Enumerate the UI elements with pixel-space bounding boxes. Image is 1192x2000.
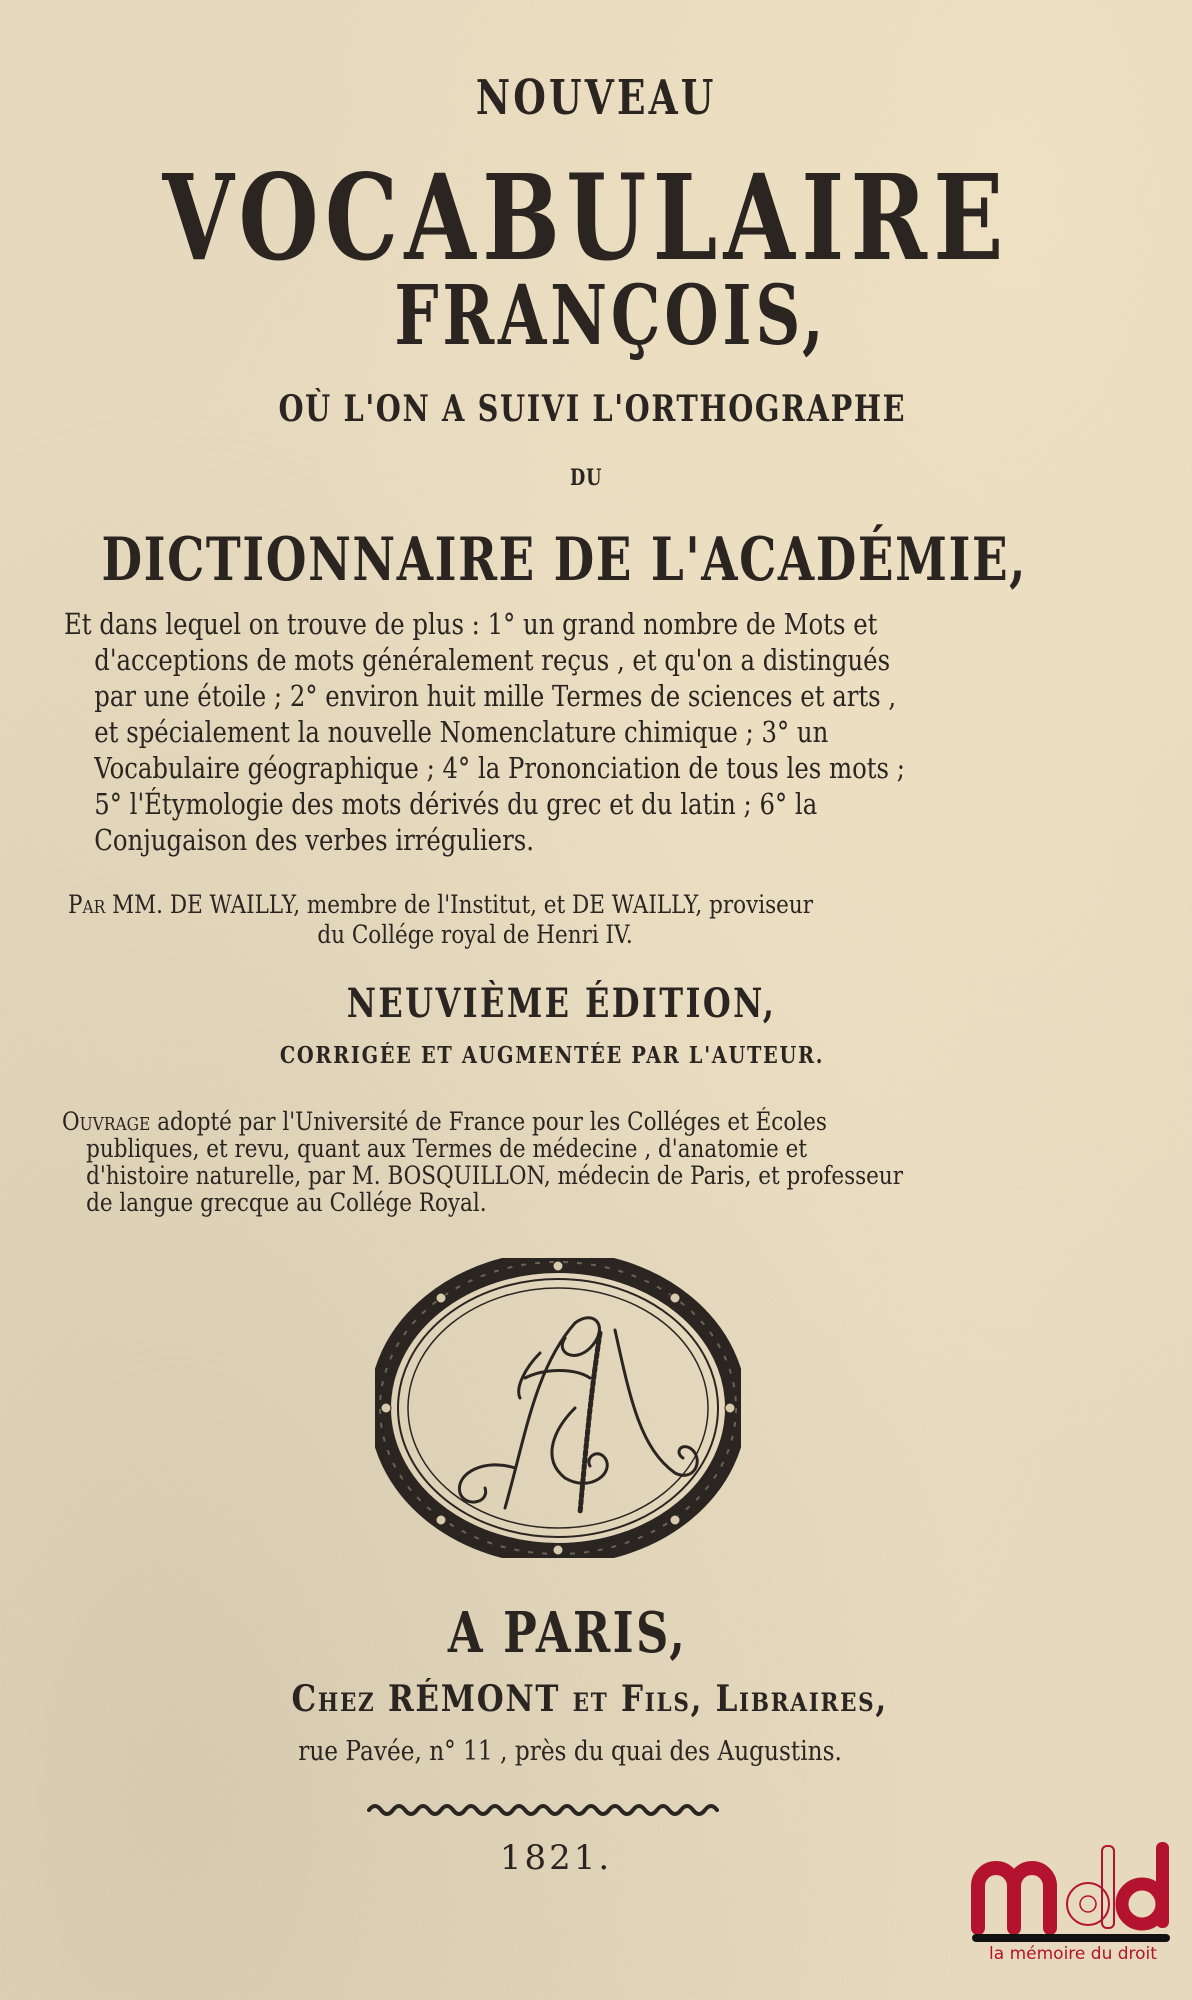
adoption-line: d'histoire naturelle, par M. BOSQUILLON, médecin de Paris, et professeur <box>86 1161 904 1190</box>
mdd-tagline: la mémoire du droit <box>989 1944 1157 1964</box>
subtitle-du: DU <box>569 465 603 491</box>
authors-line: Par MM. DE WAILLY, membre de l'Institut, et DE WAILLY, proviseur <box>68 890 813 919</box>
edition-heading: NEUVIÈME ÉDITION, <box>346 980 776 1027</box>
description-line: Vocabulaire géographique ; 4° la Prononciation de tous les mots ; <box>94 751 905 785</box>
adoption-line: publiques, et revu, quant aux Termes de médecine , d'anatomie et <box>86 1134 807 1163</box>
imprint-city: A PARIS, <box>448 1600 688 1666</box>
description-line: et spécialement la nouvelle Nomenclature chimique ; 3° un <box>94 715 829 749</box>
title-francois: FRANÇOIS, <box>394 268 828 364</box>
imprint-year: 1821. <box>499 1838 613 1878</box>
authors-line: du Collége royal de Henri IV. <box>317 920 633 949</box>
adoption-line: de langue grecque au Collége Royal. <box>86 1188 487 1217</box>
authors-prefix: Par <box>68 890 106 919</box>
monogram-emblem-icon <box>375 1258 741 1558</box>
description-line: Conjugaison des verbes irréguliers. <box>94 823 534 857</box>
subtitle-orthographe: OÙ L'ON A SUIVI L'ORTHOGRAPHE <box>278 388 906 430</box>
edition-note: CORRIGÉE ET AUGMENTÉE PAR L'AUTEUR. <box>279 1042 825 1069</box>
adoption-line: Ouvrage adopté par l'Université de France pour les Colléges et Écoles <box>62 1107 827 1136</box>
imprint-publisher: Chez RÉMONT et Fils, Libraires, <box>291 1678 889 1720</box>
mdd-logo-icon <box>970 1838 1176 1934</box>
description-line: par une étoile ; 2° environ huit mille Termes de sciences et arts , <box>94 679 897 713</box>
description-line: d'acceptions de mots généralement reçus , et qu'on a distingués <box>94 643 891 677</box>
mdd-watermark-logo <box>970 1838 1176 1988</box>
description-paragraph <box>64 606 1064 858</box>
title-vocabulaire: VOCABULAIRE <box>162 148 1010 287</box>
adoption-prefix: Ouvrage <box>62 1107 151 1136</box>
subtitle-dictionnaire: DICTIONNAIRE DE L'ACADÉMIE, <box>101 525 1027 595</box>
title-nouveau: NOUVEAU <box>475 70 717 126</box>
description-line: Et dans lequel on trouve de plus : 1° un grand nombre de Mots et <box>64 607 878 641</box>
description-line: 5° l'Étymologie des mots dérivés du grec et du latin ; 6° la <box>94 787 818 821</box>
authors-statement <box>68 890 1068 950</box>
adoption-paragraph <box>62 1108 1062 1216</box>
imprint-address: rue Pavée, n° 11 , près du quai des Augustins. <box>298 1736 842 1767</box>
mdd-divider-bar <box>972 1934 1170 1942</box>
ornamental-rule-icon <box>367 1800 727 1820</box>
